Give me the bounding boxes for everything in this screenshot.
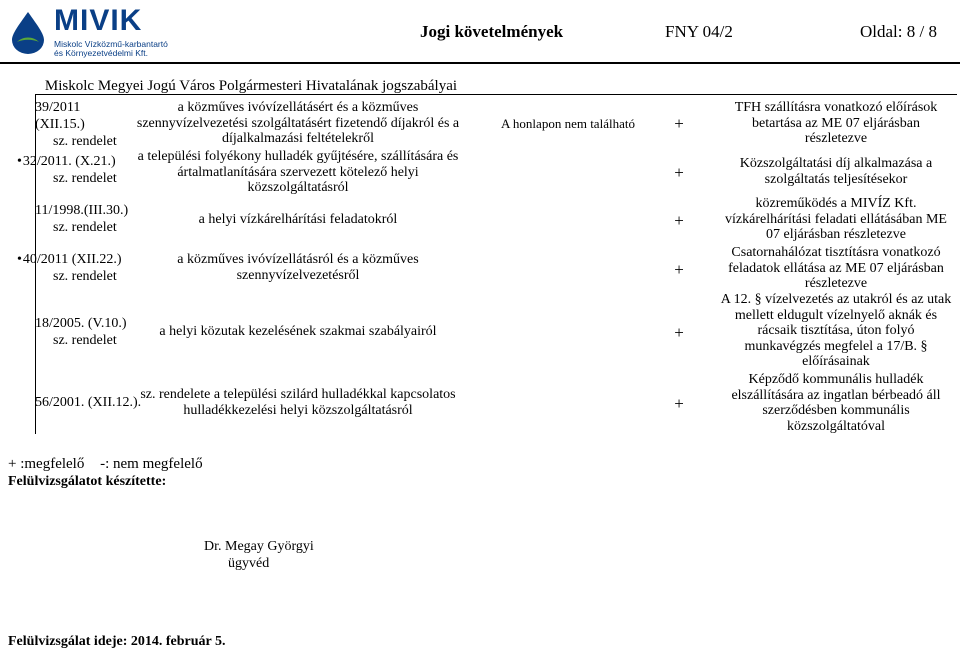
signer-role: ügyvéd xyxy=(228,556,270,571)
law-number: 56/2001. (XII.12.). xyxy=(35,395,142,410)
legend-plus: + :megfelelő xyxy=(8,456,85,472)
law-description: a helyi vízkárelhárítási feladatokról xyxy=(198,212,398,227)
table-row-law xyxy=(35,99,125,150)
law-number: • 40/2011 (XII.22.) xyxy=(17,251,127,268)
document-code: FNY 04/2 xyxy=(665,22,733,41)
compliance-note: TFH szállításra vonatkozó előírások betartása az ME 07 eljárásban részletezve xyxy=(734,100,938,146)
law-type: sz. rendelet xyxy=(53,134,117,149)
status-legend xyxy=(8,456,215,473)
compliance-status: + xyxy=(674,260,684,279)
signer-name: Dr. Megay Györgyi xyxy=(204,539,314,554)
law-number: 39/2011 (XII.15.) xyxy=(35,100,85,132)
compliance-note: A 12. § vízelvezetés az utakról és az utak mellett eldugult vízelnyelő aknák és rácsaik tisztítása, úton folyó munkavégzés megfelel a 17/B. § előírásainak xyxy=(720,292,952,369)
table-row-law xyxy=(17,251,127,285)
compliance-status: + xyxy=(674,323,684,342)
law-number: 18/2005. (V.10.) xyxy=(35,316,127,331)
company-logo xyxy=(8,6,208,58)
header-divider xyxy=(0,62,960,64)
table-row-law xyxy=(17,153,127,187)
logo-line-1: Miskolc Vízközmű-karbantartó xyxy=(54,39,168,49)
table-row-law xyxy=(35,202,135,236)
availability-note: A honlapon nem található xyxy=(501,116,635,131)
logo-line-2: és Környezetvédelmi Kft. xyxy=(54,48,149,58)
compliance-status: + xyxy=(674,211,684,230)
table-row-law xyxy=(35,315,135,349)
page-header xyxy=(0,0,960,64)
page-number: Oldal: 8 / 8 xyxy=(860,22,937,41)
law-description: a helyi közutak kezelésének szakmai szabályairól xyxy=(159,324,437,339)
law-description: a települési folyékony hulladék gyűjtésére, szállítására és ártalmatlanítására szervezett kötelező helyi közszolgáltatásról xyxy=(137,149,459,195)
logo-drop-icon xyxy=(8,10,48,54)
prepared-by-label: Felülvizsgálatot készítette: xyxy=(8,474,167,489)
law-type: sz. rendelet xyxy=(53,333,117,348)
compliance-status: + xyxy=(674,394,684,413)
review-date: Felülvizsgálat ideje: 2014. február 5. xyxy=(8,634,226,649)
compliance-note: Képződő kommunális hulladék elszállítására az ingatlan bérbeadó áll szerződésben kommunális közszolgáltatóval xyxy=(731,372,941,434)
law-description: a közműves ivóvízellátásról és a közműves szennyvízelvezetésről xyxy=(177,252,419,283)
law-description: a közműves ivóvízellátásért és a közműves szennyvízelvezetési szolgáltatásért fizetendő díjakról és a díjalkalmazási feltételekről xyxy=(136,100,460,146)
logo-wordmark: MIVIK xyxy=(54,4,143,37)
table-title: Miskolc Megyei Jogú Város Polgármesteri Hivatalának jogszabályai xyxy=(44,78,458,94)
law-number: 11/1998.(III.30.) xyxy=(35,203,129,218)
law-type: sz. rendelet xyxy=(53,171,117,186)
legend-minus: -: nem megfelelő xyxy=(100,456,203,472)
law-number: • 32/2011. (X.21.) xyxy=(17,153,127,170)
table-title-underline xyxy=(35,94,467,95)
compliance-status: + xyxy=(674,163,684,182)
law-description: sz. rendelete a települési szilárd hulladékkal kapcsolatos hulladékkezelési helyi közszolgáltatásról xyxy=(140,387,456,418)
compliance-note: közreműködés a MIVÍZ Kft. vízkárelhárítási feladati ellátásában ME 07 eljárásban részletezve xyxy=(725,196,947,242)
compliance-status: + xyxy=(674,114,684,133)
compliance-note: Csatornahálózat tisztításra vonatkozó feladatok ellátása az ME 07 eljárásban részletezve xyxy=(728,245,944,291)
compliance-note: Közszolgáltatási díj alkalmazása a szolgáltatás teljesítésekor xyxy=(739,156,933,187)
document-title: Jogi követelmények xyxy=(420,22,564,41)
law-type: sz. rendelet xyxy=(53,220,117,235)
law-type: sz. rendelet xyxy=(53,269,117,284)
